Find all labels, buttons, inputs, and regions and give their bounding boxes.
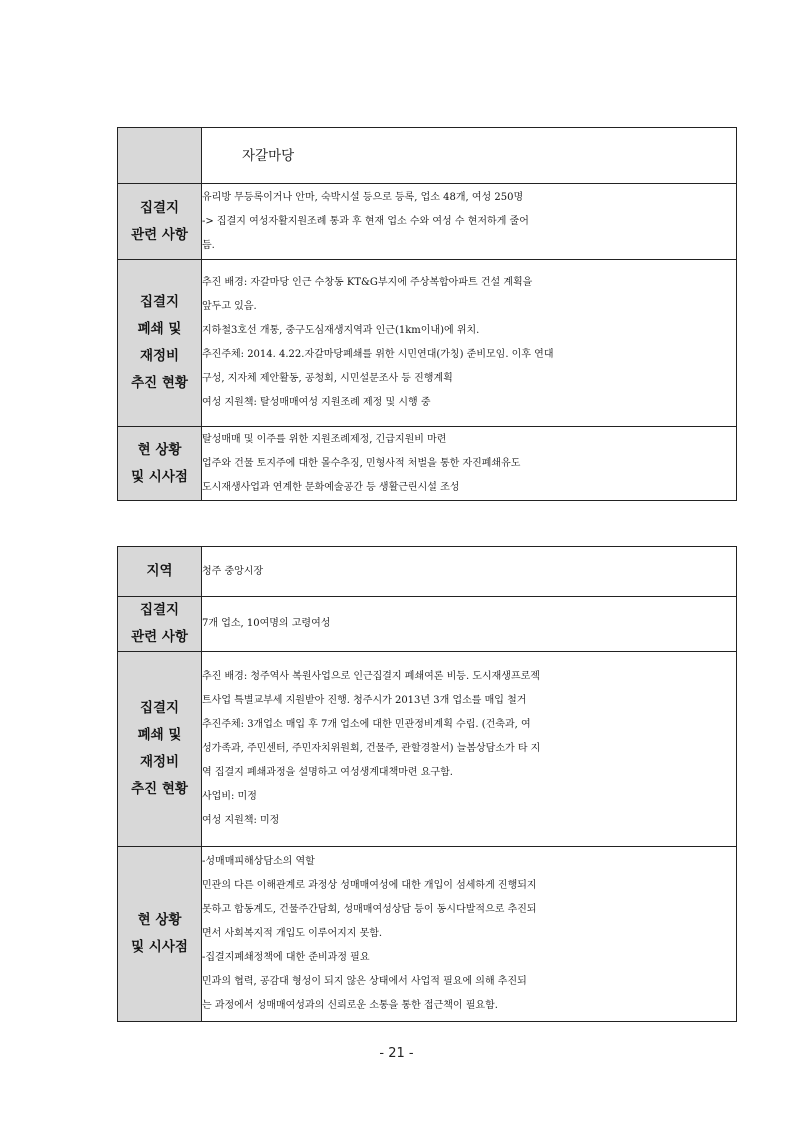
content-line: 탈성매매 및 이주를 위한 지원조례제정, 긴급지원비 마련 bbox=[202, 433, 447, 445]
row-header bbox=[118, 184, 202, 260]
content-line: 앞두고 있음. bbox=[202, 301, 257, 312]
row-header-line: 및 시사점 bbox=[131, 939, 188, 955]
row-content bbox=[202, 652, 737, 847]
row-header-line: 재정비 bbox=[139, 348, 180, 364]
content-line: -집결지폐쇄정책에 대한 준비과정 필요 bbox=[202, 952, 370, 963]
table-row bbox=[118, 652, 737, 847]
content-line: 업주와 건물 토지주에 대한 몰수추징, 민형사적 처벌을 통한 자진폐쇄유도 bbox=[202, 457, 521, 469]
content-line: 추진주체: 2014. 4.22.자갈마당폐쇄를 위한 시민연대(가칭) 준비모임. 이후 연대 bbox=[202, 349, 554, 360]
content-line: 7개 업소, 10여명의 고령여성 bbox=[202, 618, 331, 629]
table-row bbox=[118, 427, 737, 501]
row-header bbox=[118, 652, 202, 847]
row-content bbox=[202, 427, 737, 501]
table-row bbox=[118, 547, 737, 597]
content-line: 추진주체: 3개업소 매입 후 7개 업소에 대한 민관정비계획 수립. (건축과, 여 bbox=[202, 719, 531, 730]
row-header-line: 관련 사항 bbox=[131, 629, 188, 645]
row-content bbox=[202, 597, 737, 652]
row-header-line: 집결지 bbox=[139, 602, 180, 618]
content-line: 성가족과, 주민센터, 주민자치위원회, 건물주, 관할경찰서) 늘봄상담소가 타 지 bbox=[202, 743, 541, 754]
content-line: 면서 사회복지적 개입도 이루어지지 못함. bbox=[202, 928, 383, 939]
content-line: 여성 지원책: 탈성매매여성 지원조례 제정 및 시행 중 bbox=[202, 397, 431, 408]
content-line: 는 과정에서 성매매여성과의 신뢰로운 소통을 통한 접근책이 필요함. bbox=[202, 1000, 498, 1011]
region-name-cell bbox=[202, 547, 737, 597]
content-line: 추진 배경: 자갈마당 인근 수창동 KT&G부지에 주상복합아파트 건설 계획을 bbox=[202, 277, 533, 288]
row-content bbox=[202, 184, 737, 260]
region-name-cell bbox=[202, 128, 737, 184]
table-cheongju bbox=[117, 546, 737, 1022]
row-header bbox=[118, 597, 202, 652]
row-header-line: 집결지 bbox=[139, 294, 180, 310]
content-line: 유리방 무등록이거나 안마, 숙박시설 등으로 등록, 업소 48개, 여성 250명 bbox=[202, 191, 524, 203]
row-header-line: 현 상황 bbox=[137, 912, 182, 928]
content-line: 여성 지원책: 미정 bbox=[202, 815, 280, 826]
row-header-line: 집결지 bbox=[139, 199, 180, 216]
table-row bbox=[118, 597, 737, 652]
page-number: - 21 - bbox=[379, 1046, 414, 1061]
region-name: 청주 중앙시장 bbox=[202, 565, 264, 577]
table-row bbox=[118, 847, 737, 1022]
content-line: 듬. bbox=[202, 239, 215, 251]
content-line: 역 집결지 폐쇄과정을 설명하고 여성생계대책마련 요구함. bbox=[202, 767, 453, 778]
row-content bbox=[202, 260, 737, 427]
table-row bbox=[118, 128, 737, 184]
row-header-line: 폐쇄 및 bbox=[137, 321, 182, 337]
table-jagalmadang bbox=[117, 127, 737, 501]
content-line: 트사업 특별교부세 지원받아 진행. 청주시가 2013년 3개 업소를 매입 철거 bbox=[202, 695, 527, 706]
content-line: 못하고 합동계도, 건물주간담회, 성매매여성상담 등이 동시다발적으로 추진되 bbox=[202, 904, 537, 915]
row-header-line: 및 시사점 bbox=[131, 468, 188, 485]
row-header-line: 재정비 bbox=[139, 754, 180, 770]
content-line: 도시재생사업과 연계한 문화예술공간 등 생활근린시설 조성 bbox=[202, 481, 460, 493]
row-content bbox=[202, 847, 737, 1022]
content-line: -> 집결지 여성자활지원조례 통과 후 현재 업소 수와 여성 수 현저하게 줄어 bbox=[202, 215, 529, 227]
row-header bbox=[118, 260, 202, 427]
row-header bbox=[118, 547, 202, 597]
content-line: 민관의 다른 이해관계로 과정상 성매매여성에 대한 개입이 섬세하게 진행되지 bbox=[202, 880, 537, 891]
content-line: 구성, 지자체 제안활동, 공청회, 시민설문조사 등 진행계획 bbox=[202, 373, 453, 384]
row-header bbox=[118, 847, 202, 1022]
content-line: 사업비: 미정 bbox=[202, 791, 257, 802]
content-line: 지하철3호선 개통, 중구도심재생지역과 인근(1km이내)에 위치. bbox=[202, 325, 480, 336]
row-header-line: 집결지 bbox=[139, 700, 180, 716]
row-header-line: 폐쇄 및 bbox=[137, 727, 182, 743]
row-header-line: 지역 bbox=[146, 563, 173, 579]
content-line: 민과의 협력, 공감대 형성이 되지 않은 상태에서 사업적 필요에 의해 추진되 bbox=[202, 976, 527, 987]
row-header-line: 관련 사항 bbox=[131, 226, 188, 243]
row-header-line: 추진 현황 bbox=[131, 781, 188, 797]
table-row bbox=[118, 260, 737, 427]
row-header-empty bbox=[118, 128, 202, 184]
row-header-line: 추진 현황 bbox=[131, 375, 188, 391]
row-header-line: 현 상황 bbox=[137, 441, 182, 458]
content-line: -성매매피해상담소의 역할 bbox=[202, 856, 315, 867]
row-header bbox=[118, 427, 202, 501]
table-row bbox=[118, 184, 737, 260]
region-name: 자갈마당 bbox=[242, 147, 295, 164]
content-line: 추진 배경: 청주역사 복원사업으로 인근집결지 폐쇄여론 비등. 도시재생프로젝 bbox=[202, 671, 540, 682]
